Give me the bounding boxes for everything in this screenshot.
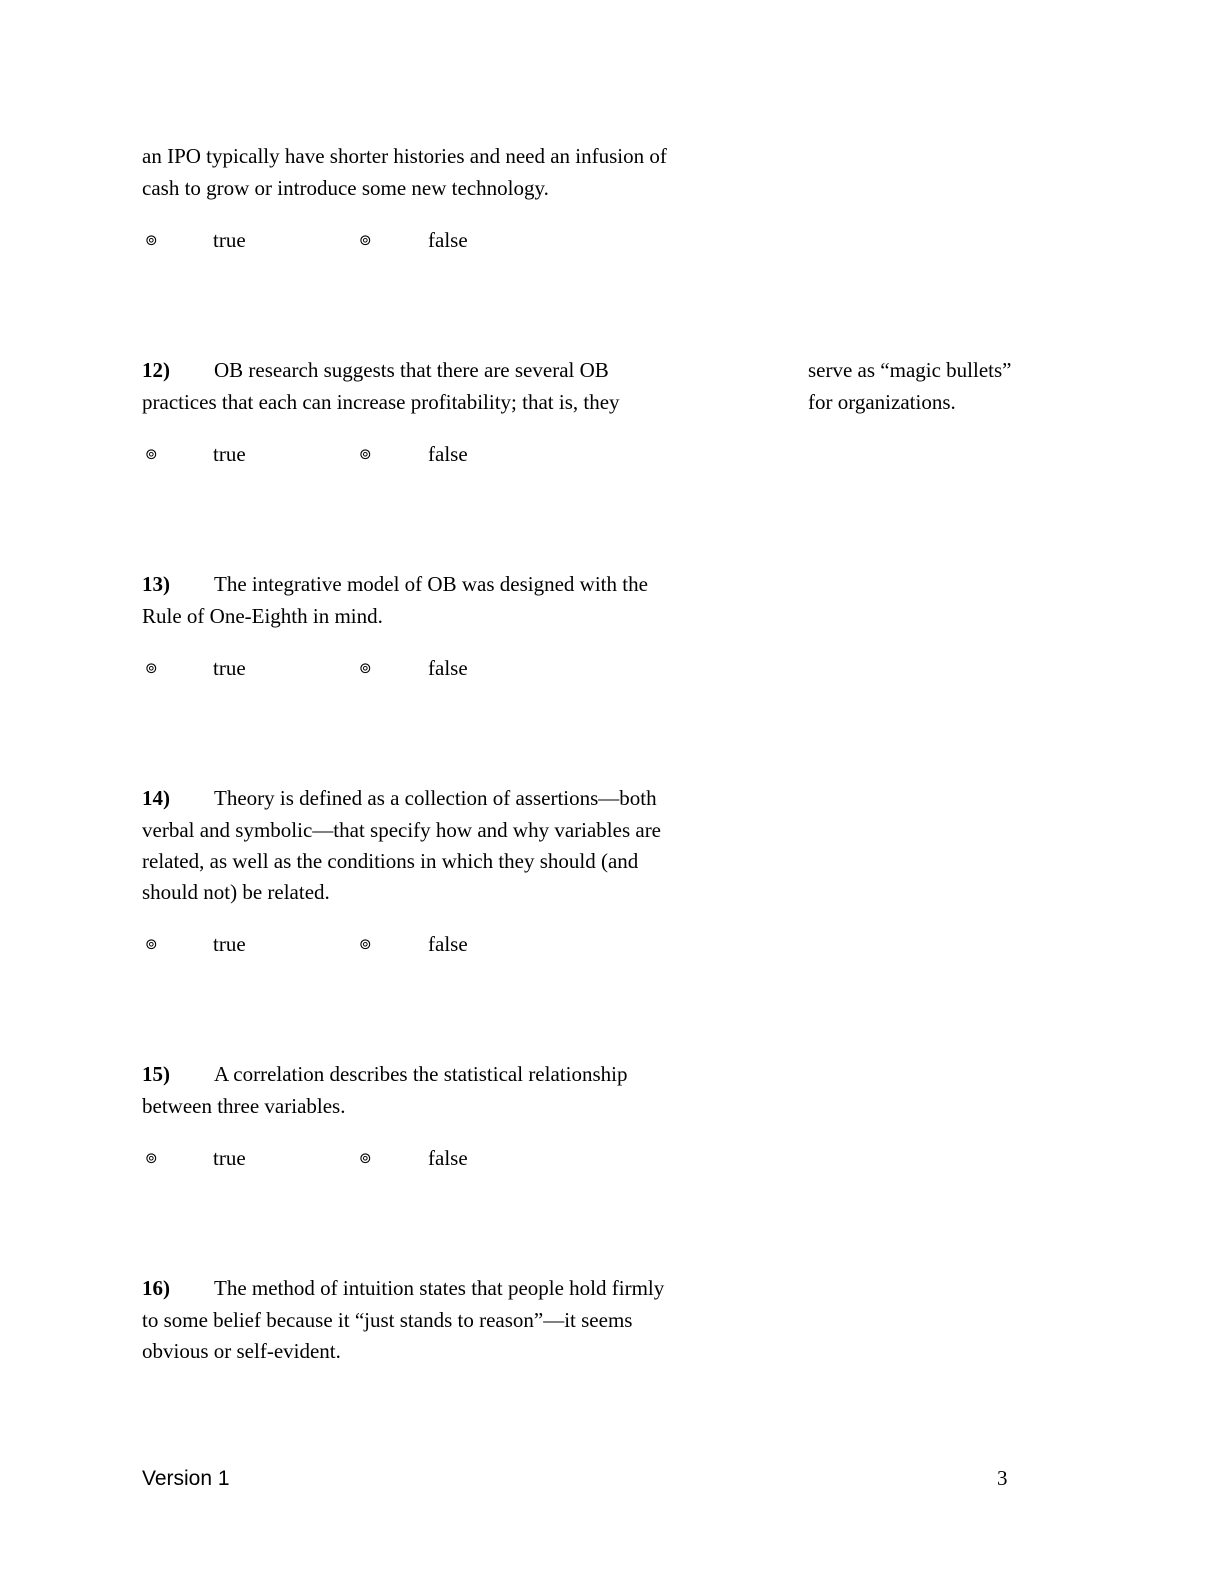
option-true-label[interactable]: true (213, 442, 246, 466)
q14-text-line3: related, as well as the conditions in which they should (and (142, 849, 639, 873)
option-false-label[interactable]: false (428, 442, 468, 466)
footer-version: Version 1 (142, 1467, 230, 1490)
radio-false-icon[interactable]: ⊚ (359, 935, 372, 953)
q12-text-line2: practices that each can increase profitability; that is, they (142, 390, 620, 414)
q15-text-line2: between three variables. (142, 1094, 346, 1118)
radio-true-icon[interactable]: ⊚ (145, 445, 158, 463)
q11-text-line2: cash to grow or introduce some new technology. (142, 176, 549, 200)
q12-side-line2: for organizations. (808, 390, 956, 414)
option-false-label[interactable]: false (428, 1146, 468, 1170)
radio-true-icon[interactable]: ⊚ (145, 659, 158, 677)
q16-text-line2: to some belief because it “just stands to reason”—it seems (142, 1308, 633, 1332)
radio-true-icon[interactable]: ⊚ (145, 935, 158, 953)
radio-false-icon[interactable]: ⊚ (359, 445, 372, 463)
question-number: 14) (142, 786, 170, 810)
option-true-label[interactable]: true (213, 932, 246, 956)
option-true-label[interactable]: true (213, 228, 246, 252)
question-number: 12) (142, 358, 170, 382)
q16-text-line3: obvious or self-evident. (142, 1339, 341, 1363)
radio-false-icon[interactable]: ⊚ (359, 1149, 372, 1167)
question-number: 13) (142, 572, 170, 596)
radio-false-icon[interactable]: ⊚ (359, 659, 372, 677)
q14-text-line2: verbal and symbolic—that specify how and why variables are (142, 818, 662, 842)
q16-text-line1: 16) The method of intuition states that people hold firmly (142, 1276, 665, 1300)
q12-side-line1: serve as “magic bullets” (808, 358, 1012, 382)
q12-text-line1: 12) OB research suggests that there are several OB (142, 358, 609, 382)
radio-true-icon[interactable]: ⊚ (145, 1149, 158, 1167)
question-number: 16) (142, 1276, 170, 1300)
q13-text-line2: Rule of One-Eighth in mind. (142, 604, 383, 628)
option-true-label[interactable]: true (213, 1146, 246, 1170)
q15-text-line1: 15) A correlation describes the statistical relationship (142, 1062, 628, 1086)
radio-false-icon[interactable]: ⊚ (359, 231, 372, 249)
option-false-label[interactable]: false (428, 932, 468, 956)
page-number: 3 (997, 1466, 1008, 1490)
option-false-label[interactable]: false (428, 228, 468, 252)
q14-text-line1: 14) Theory is defined as a collection of assertions—both (142, 786, 657, 810)
option-false-label[interactable]: false (428, 656, 468, 680)
radio-true-icon[interactable]: ⊚ (145, 231, 158, 249)
option-true-label[interactable]: true (213, 656, 246, 680)
question-number: 15) (142, 1062, 170, 1086)
q11-text-line1: an IPO typically have shorter histories and need an infusion of (142, 144, 667, 168)
q14-text-line4: should not) be related. (142, 880, 330, 904)
q13-text-line1: 13) The integrative model of OB was designed with the (142, 572, 648, 596)
